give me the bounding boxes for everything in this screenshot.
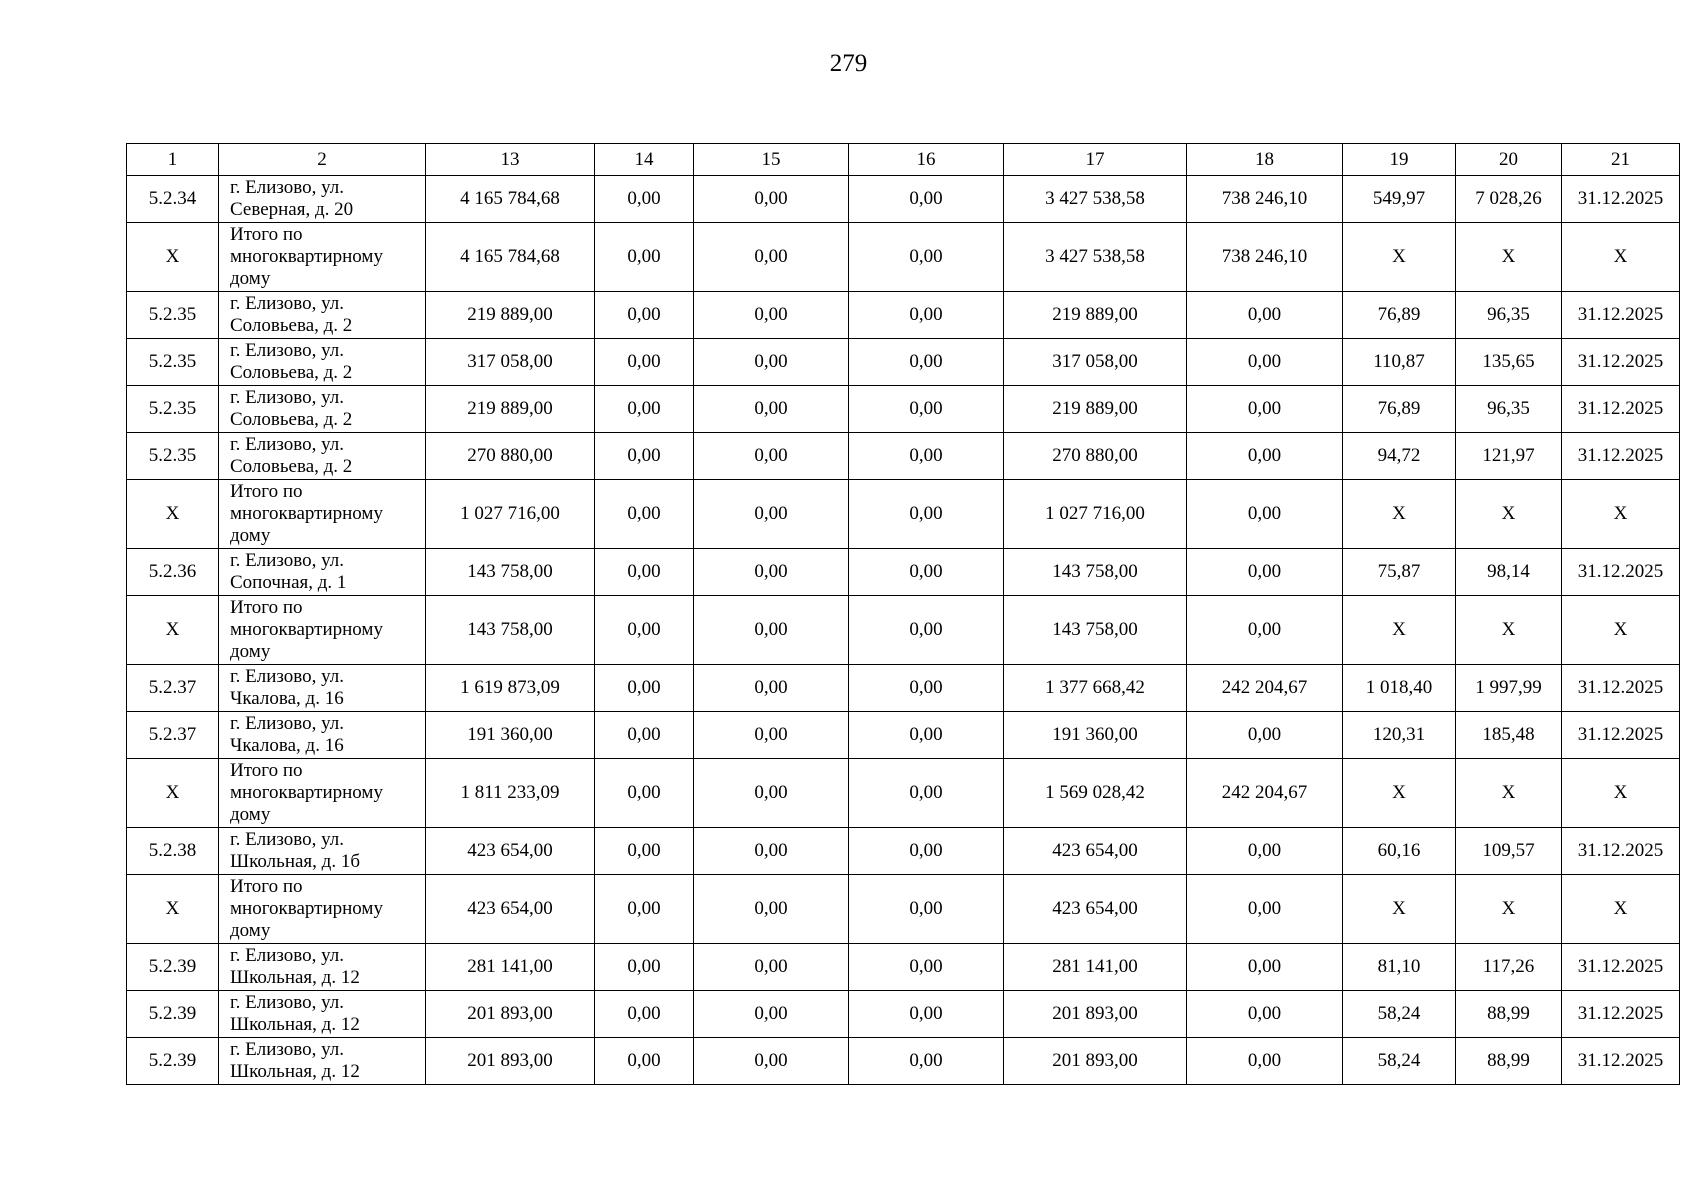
table-row-total — [127, 480, 1680, 549]
col-16-value: 0,00 — [849, 339, 1004, 386]
col-18-value: 0,00 — [1187, 875, 1343, 944]
col-15-value: 0,00 — [694, 433, 849, 480]
col-15-value: 0,00 — [694, 991, 849, 1038]
row-number: 5.2.35 — [127, 433, 219, 480]
table-row — [127, 292, 1680, 339]
table-row — [127, 339, 1680, 386]
col-16-value: 0,00 — [849, 991, 1004, 1038]
col-14-value: 0,00 — [595, 292, 694, 339]
col-20-value: 88,99 — [1456, 991, 1562, 1038]
column-header: 13 — [426, 144, 595, 176]
object-name: г. Елизово, ул. Чкалова, д. 16 — [219, 665, 426, 712]
col-15-value: 0,00 — [694, 480, 849, 549]
col-14-value: 0,00 — [595, 386, 694, 433]
col-18-value: 0,00 — [1187, 712, 1343, 759]
header-row — [127, 144, 1680, 176]
data-table — [126, 143, 1680, 1085]
col-13-value: 1 619 873,09 — [426, 665, 595, 712]
col-20-value: 135,65 — [1456, 339, 1562, 386]
column-header: 1 — [127, 144, 219, 176]
row-number: 5.2.35 — [127, 292, 219, 339]
column-header: 2 — [219, 144, 426, 176]
col-18-value: 0,00 — [1187, 828, 1343, 875]
object-name: г. Елизово, ул. Чкалова, д. 16 — [219, 712, 426, 759]
column-header: 15 — [694, 144, 849, 176]
col-13-value: 270 880,00 — [426, 433, 595, 480]
col-21-value: 31.12.2025 — [1562, 386, 1680, 433]
col-18-value: 242 204,67 — [1187, 759, 1343, 828]
table-row — [127, 828, 1680, 875]
col-13-value: 1 027 716,00 — [426, 480, 595, 549]
col-13-value: 201 893,00 — [426, 1038, 595, 1085]
col-17-value: 201 893,00 — [1004, 1038, 1187, 1085]
col-16-value: 0,00 — [849, 759, 1004, 828]
col-18-value: 0,00 — [1187, 339, 1343, 386]
col-15-value: 0,00 — [694, 759, 849, 828]
object-name: г. Елизово, ул. Школьная, д. 12 — [219, 991, 426, 1038]
col-19-value: Х — [1343, 596, 1456, 665]
col-17-value: 3 427 538,58 — [1004, 176, 1187, 223]
col-18-value: 0,00 — [1187, 292, 1343, 339]
col-21-value: Х — [1562, 596, 1680, 665]
col-20-value: 98,14 — [1456, 549, 1562, 596]
col-14-value: 0,00 — [595, 665, 694, 712]
col-21-value: Х — [1562, 223, 1680, 292]
object-name: г. Елизово, ул. Школьная, д. 12 — [219, 1038, 426, 1085]
table-row — [127, 386, 1680, 433]
col-16-value: 0,00 — [849, 665, 1004, 712]
col-21-value: Х — [1562, 480, 1680, 549]
col-13-value: 423 654,00 — [426, 828, 595, 875]
col-20-value: 1 997,99 — [1456, 665, 1562, 712]
col-16-value: 0,00 — [849, 223, 1004, 292]
col-15-value: 0,00 — [694, 223, 849, 292]
col-14-value: 0,00 — [595, 433, 694, 480]
col-20-value: Х — [1456, 759, 1562, 828]
col-17-value: 423 654,00 — [1004, 875, 1187, 944]
row-number: Х — [127, 596, 219, 665]
col-18-value: 738 246,10 — [1187, 176, 1343, 223]
col-19-value: 81,10 — [1343, 944, 1456, 991]
object-name: Итого по многоквартирному дому — [219, 759, 426, 828]
object-name: Итого по многоквартирному дому — [219, 223, 426, 292]
col-13-value: 219 889,00 — [426, 386, 595, 433]
object-name: г. Елизово, ул. Соловьева, д. 2 — [219, 386, 426, 433]
row-number: Х — [127, 480, 219, 549]
row-number: 5.2.37 — [127, 712, 219, 759]
col-21-value: 31.12.2025 — [1562, 1038, 1680, 1085]
col-17-value: 219 889,00 — [1004, 386, 1187, 433]
table-body — [127, 176, 1680, 1085]
col-17-value: 270 880,00 — [1004, 433, 1187, 480]
row-number: Х — [127, 759, 219, 828]
col-19-value: 76,89 — [1343, 292, 1456, 339]
col-17-value: 143 758,00 — [1004, 549, 1187, 596]
table-row — [127, 944, 1680, 991]
col-13-value: 219 889,00 — [426, 292, 595, 339]
col-13-value: 1 811 233,09 — [426, 759, 595, 828]
col-19-value: 110,87 — [1343, 339, 1456, 386]
col-15-value: 0,00 — [694, 386, 849, 433]
col-21-value: Х — [1562, 875, 1680, 944]
table-row-total — [127, 875, 1680, 944]
table-row — [127, 176, 1680, 223]
row-number: 5.2.37 — [127, 665, 219, 712]
col-21-value: 31.12.2025 — [1562, 433, 1680, 480]
col-21-value: 31.12.2025 — [1562, 292, 1680, 339]
object-name: г. Елизово, ул. Северная, д. 20 — [219, 176, 426, 223]
col-17-value: 1 569 028,42 — [1004, 759, 1187, 828]
column-header: 16 — [849, 144, 1004, 176]
object-name: Итого по многоквартирному дому — [219, 480, 426, 549]
col-18-value: 0,00 — [1187, 944, 1343, 991]
column-header: 21 — [1562, 144, 1680, 176]
table-header — [127, 144, 1680, 176]
object-name: Итого по многоквартирному дому — [219, 596, 426, 665]
column-header: 14 — [595, 144, 694, 176]
col-13-value: 191 360,00 — [426, 712, 595, 759]
col-18-value: 0,00 — [1187, 596, 1343, 665]
col-20-value: 96,35 — [1456, 292, 1562, 339]
object-name: г. Елизово, ул. Соловьева, д. 2 — [219, 339, 426, 386]
col-14-value: 0,00 — [595, 875, 694, 944]
col-19-value: 75,87 — [1343, 549, 1456, 596]
col-20-value: 7 028,26 — [1456, 176, 1562, 223]
col-17-value: 1 377 668,42 — [1004, 665, 1187, 712]
row-number: Х — [127, 875, 219, 944]
column-header: 20 — [1456, 144, 1562, 176]
table-row-total — [127, 223, 1680, 292]
col-19-value: Х — [1343, 875, 1456, 944]
col-15-value: 0,00 — [694, 549, 849, 596]
col-15-value: 0,00 — [694, 665, 849, 712]
col-17-value: 143 758,00 — [1004, 596, 1187, 665]
row-number: 5.2.35 — [127, 386, 219, 433]
object-name: г. Елизово, ул. Соловьева, д. 2 — [219, 292, 426, 339]
object-name: г. Елизово, ул. Сопочная, д. 1 — [219, 549, 426, 596]
object-name: г. Елизово, ул. Соловьева, д. 2 — [219, 433, 426, 480]
table-row — [127, 712, 1680, 759]
col-17-value: 423 654,00 — [1004, 828, 1187, 875]
col-21-value: 31.12.2025 — [1562, 665, 1680, 712]
col-14-value: 0,00 — [595, 480, 694, 549]
col-19-value: 1 018,40 — [1343, 665, 1456, 712]
col-19-value: 60,16 — [1343, 828, 1456, 875]
col-14-value: 0,00 — [595, 712, 694, 759]
col-17-value: 1 027 716,00 — [1004, 480, 1187, 549]
col-15-value: 0,00 — [694, 944, 849, 991]
col-15-value: 0,00 — [694, 712, 849, 759]
col-17-value: 201 893,00 — [1004, 991, 1187, 1038]
col-20-value: Х — [1456, 223, 1562, 292]
col-21-value: 31.12.2025 — [1562, 991, 1680, 1038]
col-14-value: 0,00 — [595, 549, 694, 596]
col-15-value: 0,00 — [694, 1038, 849, 1085]
col-21-value: 31.12.2025 — [1562, 828, 1680, 875]
col-14-value: 0,00 — [595, 759, 694, 828]
col-13-value: 281 141,00 — [426, 944, 595, 991]
column-header: 19 — [1343, 144, 1456, 176]
col-20-value: Х — [1456, 480, 1562, 549]
row-number: 5.2.39 — [127, 1038, 219, 1085]
col-16-value: 0,00 — [849, 596, 1004, 665]
col-16-value: 0,00 — [849, 480, 1004, 549]
row-number: 5.2.39 — [127, 991, 219, 1038]
col-16-value: 0,00 — [849, 433, 1004, 480]
col-15-value: 0,00 — [694, 339, 849, 386]
col-21-value: 31.12.2025 — [1562, 176, 1680, 223]
col-15-value: 0,00 — [694, 176, 849, 223]
col-16-value: 0,00 — [849, 176, 1004, 223]
col-15-value: 0,00 — [694, 596, 849, 665]
col-18-value: 738 246,10 — [1187, 223, 1343, 292]
col-20-value: Х — [1456, 875, 1562, 944]
col-20-value: 109,57 — [1456, 828, 1562, 875]
col-18-value: 0,00 — [1187, 1038, 1343, 1085]
col-15-value: 0,00 — [694, 875, 849, 944]
row-number: Х — [127, 223, 219, 292]
object-name: г. Елизово, ул. Школьная, д. 12 — [219, 944, 426, 991]
col-18-value: 0,00 — [1187, 549, 1343, 596]
col-16-value: 0,00 — [849, 1038, 1004, 1085]
row-number: 5.2.39 — [127, 944, 219, 991]
col-19-value: 58,24 — [1343, 1038, 1456, 1085]
col-17-value: 317 058,00 — [1004, 339, 1187, 386]
col-14-value: 0,00 — [595, 176, 694, 223]
row-number: 5.2.36 — [127, 549, 219, 596]
col-20-value: 121,97 — [1456, 433, 1562, 480]
col-14-value: 0,00 — [595, 944, 694, 991]
col-16-value: 0,00 — [849, 828, 1004, 875]
col-21-value: 31.12.2025 — [1562, 549, 1680, 596]
row-number: 5.2.38 — [127, 828, 219, 875]
col-19-value: 94,72 — [1343, 433, 1456, 480]
col-21-value: 31.12.2025 — [1562, 712, 1680, 759]
col-14-value: 0,00 — [595, 828, 694, 875]
col-20-value: 117,26 — [1456, 944, 1562, 991]
col-16-value: 0,00 — [849, 386, 1004, 433]
row-number: 5.2.34 — [127, 176, 219, 223]
col-17-value: 219 889,00 — [1004, 292, 1187, 339]
col-20-value: Х — [1456, 596, 1562, 665]
column-header: 17 — [1004, 144, 1187, 176]
col-21-value: 31.12.2025 — [1562, 944, 1680, 991]
col-19-value: 76,89 — [1343, 386, 1456, 433]
col-13-value: 423 654,00 — [426, 875, 595, 944]
page-number: 279 — [829, 50, 868, 77]
col-13-value: 143 758,00 — [426, 596, 595, 665]
col-20-value: 96,35 — [1456, 386, 1562, 433]
row-number: 5.2.35 — [127, 339, 219, 386]
col-21-value: Х — [1562, 759, 1680, 828]
col-17-value: 191 360,00 — [1004, 712, 1187, 759]
col-13-value: 4 165 784,68 — [426, 176, 595, 223]
col-13-value: 317 058,00 — [426, 339, 595, 386]
col-15-value: 0,00 — [694, 292, 849, 339]
object-name: Итого по многоквартирному дому — [219, 875, 426, 944]
table-row-total — [127, 596, 1680, 665]
table-row — [127, 549, 1680, 596]
col-13-value: 143 758,00 — [426, 549, 595, 596]
col-18-value: 0,00 — [1187, 433, 1343, 480]
col-16-value: 0,00 — [849, 712, 1004, 759]
object-name: г. Елизово, ул. Школьная, д. 1б — [219, 828, 426, 875]
col-20-value: 88,99 — [1456, 1038, 1562, 1085]
col-14-value: 0,00 — [595, 223, 694, 292]
table-row — [127, 433, 1680, 480]
col-18-value: 242 204,67 — [1187, 665, 1343, 712]
table-row — [127, 665, 1680, 712]
col-19-value: 549,97 — [1343, 176, 1456, 223]
col-17-value: 281 141,00 — [1004, 944, 1187, 991]
col-14-value: 0,00 — [595, 991, 694, 1038]
col-14-value: 0,00 — [595, 596, 694, 665]
col-17-value: 3 427 538,58 — [1004, 223, 1187, 292]
col-14-value: 0,00 — [595, 339, 694, 386]
col-16-value: 0,00 — [849, 549, 1004, 596]
col-19-value: Х — [1343, 223, 1456, 292]
col-19-value: 58,24 — [1343, 991, 1456, 1038]
col-16-value: 0,00 — [849, 292, 1004, 339]
col-19-value: Х — [1343, 759, 1456, 828]
col-13-value: 4 165 784,68 — [426, 223, 595, 292]
col-16-value: 0,00 — [849, 875, 1004, 944]
col-20-value: 185,48 — [1456, 712, 1562, 759]
col-18-value: 0,00 — [1187, 991, 1343, 1038]
column-header: 18 — [1187, 144, 1343, 176]
col-13-value: 201 893,00 — [426, 991, 595, 1038]
table-row-total — [127, 759, 1680, 828]
table-row — [127, 1038, 1680, 1085]
col-21-value: 31.12.2025 — [1562, 339, 1680, 386]
col-15-value: 0,00 — [694, 828, 849, 875]
col-18-value: 0,00 — [1187, 386, 1343, 433]
col-16-value: 0,00 — [849, 944, 1004, 991]
table-row — [127, 991, 1680, 1038]
col-19-value: 120,31 — [1343, 712, 1456, 759]
col-19-value: Х — [1343, 480, 1456, 549]
col-18-value: 0,00 — [1187, 480, 1343, 549]
col-14-value: 0,00 — [595, 1038, 694, 1085]
